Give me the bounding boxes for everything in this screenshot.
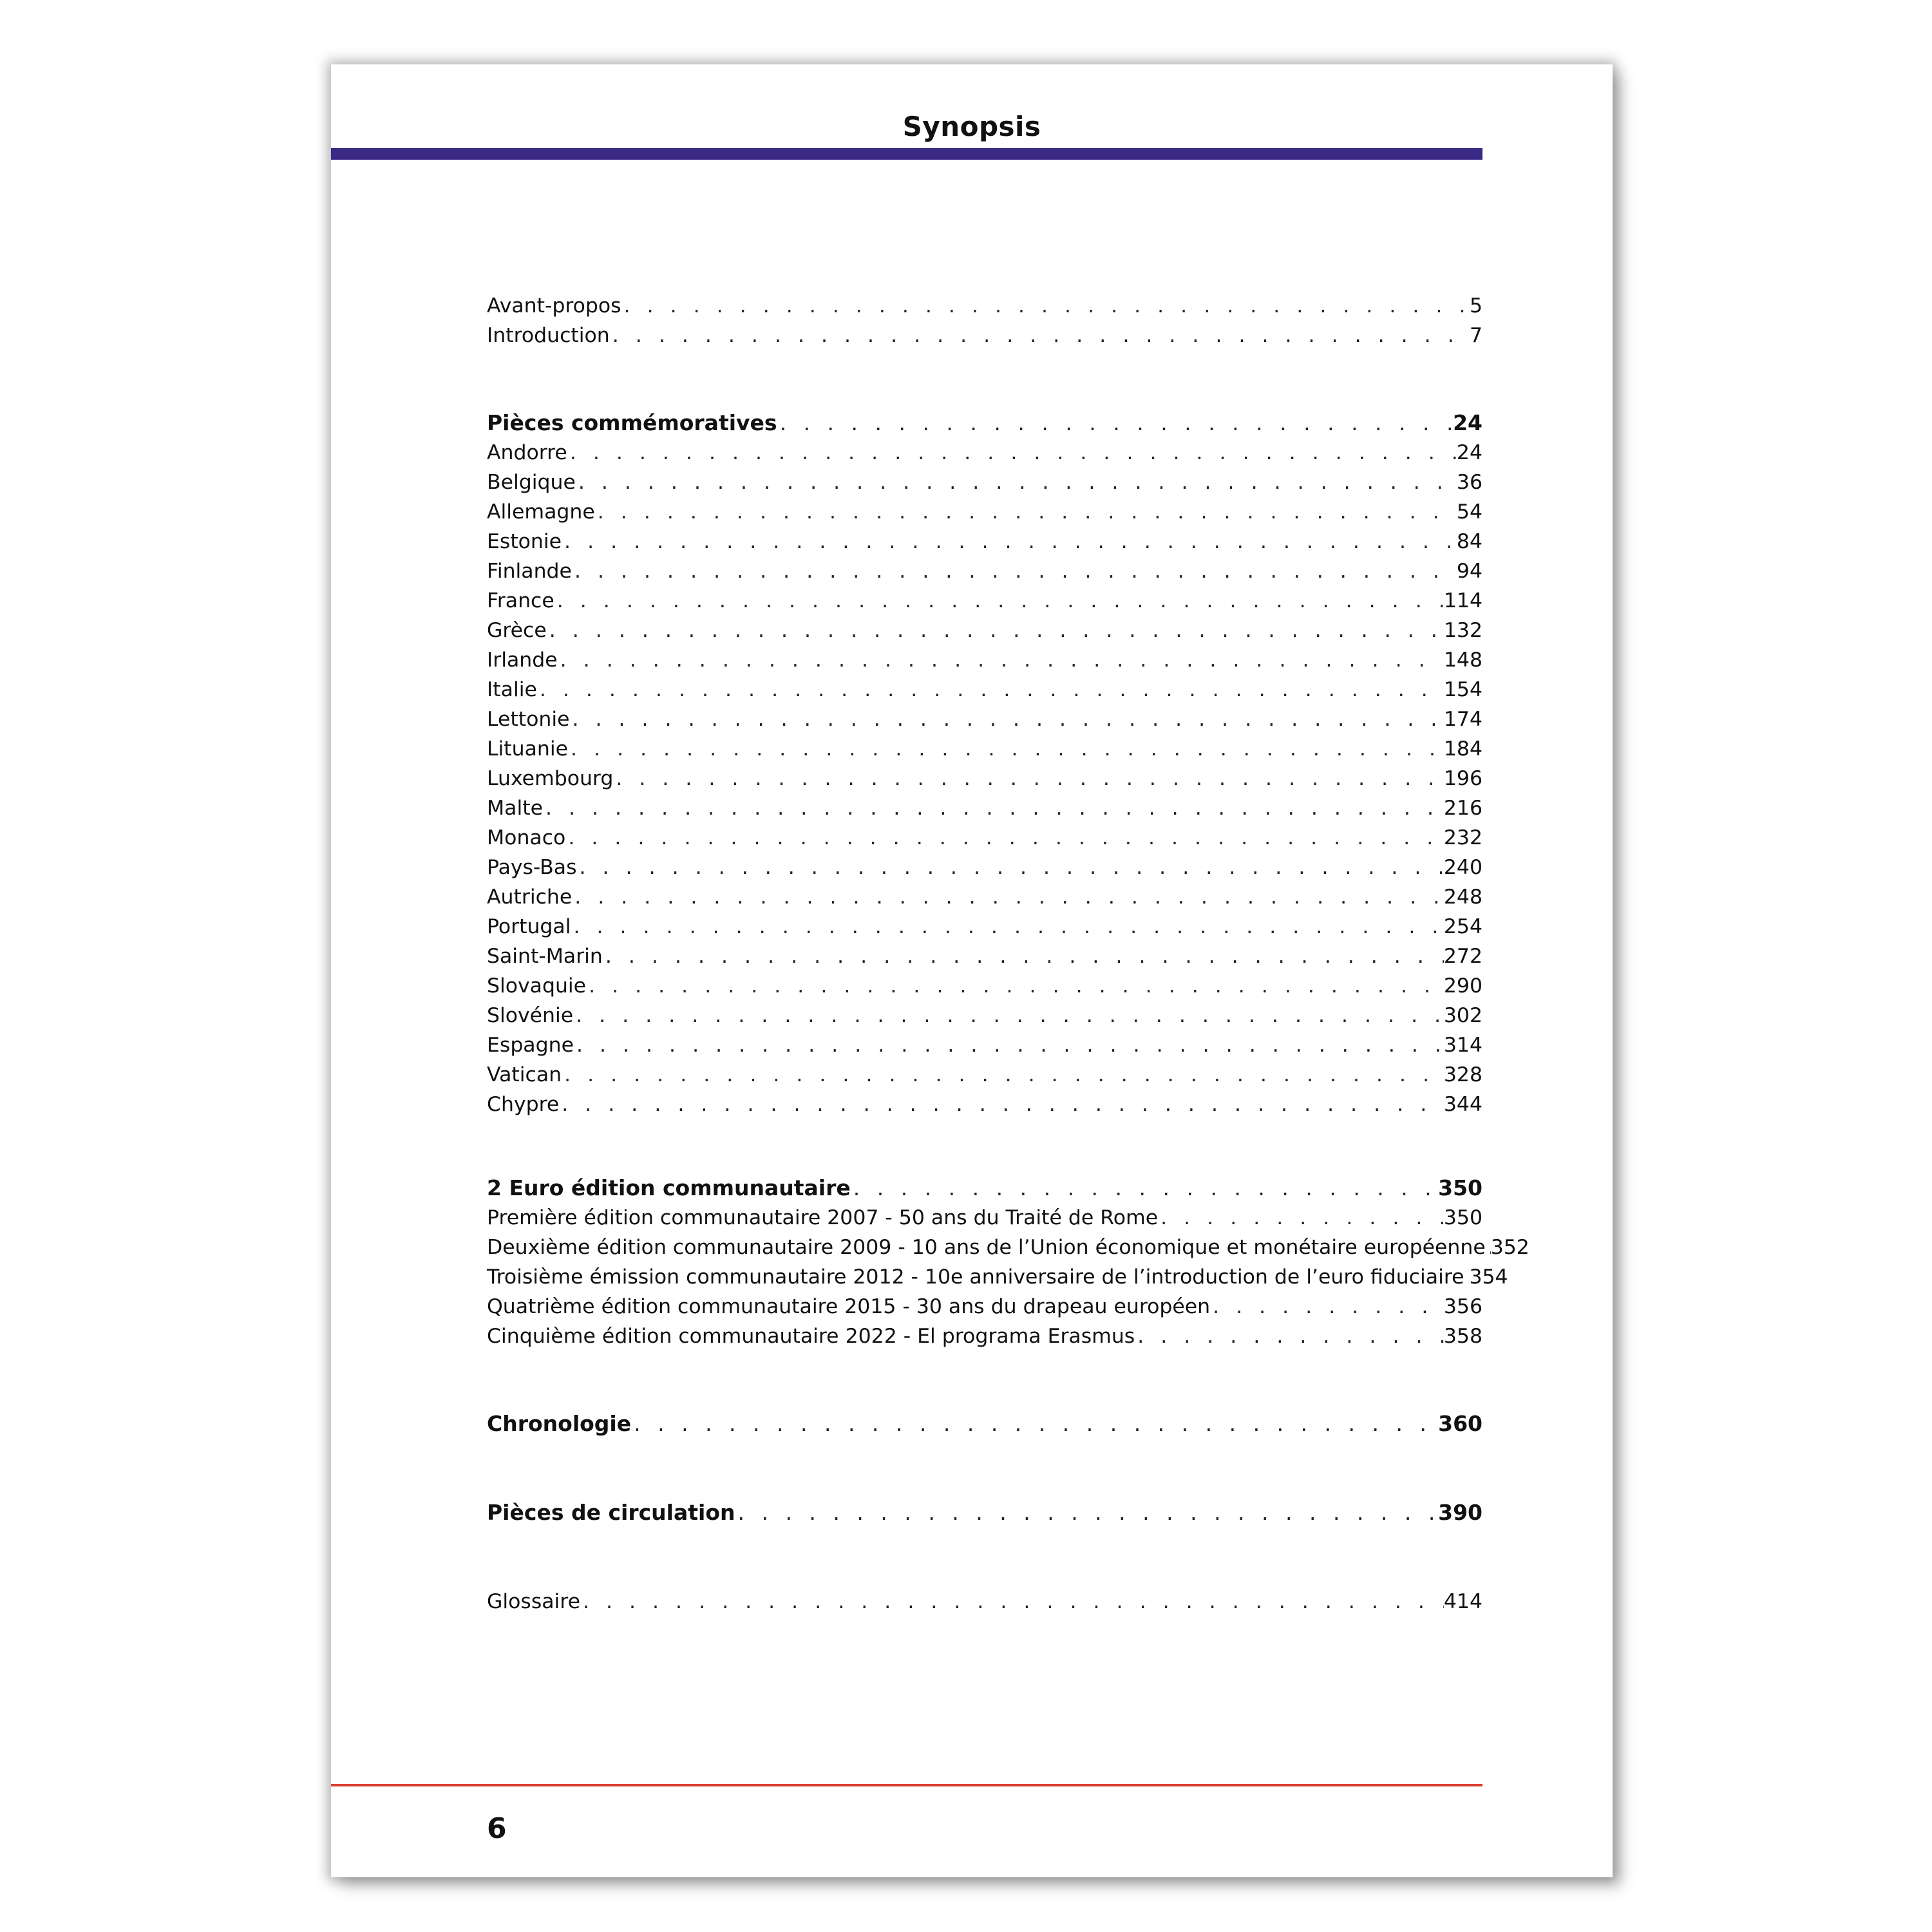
toc-entry [487, 971, 1482, 1001]
toc-entry-label: Introduction [487, 324, 610, 347]
toc-entry [487, 1203, 1482, 1233]
toc-entry-page: 5 [1469, 294, 1482, 317]
toc-entry-page: 328 [1443, 1063, 1482, 1086]
dot-leader [1158, 1203, 1444, 1233]
dot-leader [595, 497, 1457, 527]
toc-entry-label: 2 Euro édition communautaire [487, 1175, 851, 1200]
dot-leader [735, 1498, 1438, 1528]
toc-entry-label: Slovénie [487, 1004, 574, 1027]
footer-rule [331, 1784, 1482, 1786]
toc-entry-page: 54 [1456, 500, 1482, 524]
page-title: Synopsis [902, 111, 1041, 142]
toc-entry-page: 414 [1443, 1590, 1482, 1613]
toc-entry [487, 1292, 1482, 1321]
toc-entry [487, 734, 1482, 764]
toc-entry-label: Première édition communautaire 2007 - 50 ans du Traité de Rome [487, 1206, 1159, 1229]
toc-entry [487, 527, 1482, 556]
toc-entry-page: 216 [1443, 797, 1482, 820]
dot-leader [537, 675, 1444, 705]
toc-entry [487, 1090, 1482, 1119]
toc-entry-page: 84 [1456, 530, 1482, 553]
toc-entry [487, 912, 1482, 942]
dot-leader [631, 1409, 1438, 1439]
toc-entry-page: 272 [1443, 945, 1482, 968]
toc-section-heading [487, 1498, 1482, 1528]
dot-leader [777, 408, 1454, 438]
toc-section-heading [487, 1409, 1482, 1439]
toc-entry-label: Monaco [487, 826, 566, 849]
toc-entry-label: Saint-Marin [487, 945, 603, 968]
toc-section-heading [487, 408, 1482, 438]
dot-leader [1135, 1321, 1444, 1351]
toc-entry [487, 675, 1482, 705]
toc-entry-label: Italie [487, 678, 537, 701]
toc-entry-label: Cinquième édition communautaire 2022 - El programa Erasmus [487, 1325, 1135, 1348]
toc-entry-label: Quatrième édition communautaire 2015 - 30 ans du drapeau européen [487, 1295, 1211, 1318]
toc-entry-page: 148 [1443, 649, 1482, 672]
dot-leader [621, 291, 1470, 321]
toc-entry [487, 1321, 1482, 1351]
dot-leader [572, 882, 1444, 912]
toc-entry-label: Malte [487, 797, 543, 820]
dot-leader [573, 1001, 1444, 1030]
toc-entry-page: 356 [1443, 1295, 1482, 1318]
toc-entry-page: 358 [1443, 1325, 1482, 1348]
toc-entry-page: 248 [1443, 886, 1482, 909]
toc-entry-label: Glossaire [487, 1590, 580, 1613]
toc-entry [487, 1587, 1482, 1616]
dot-leader [565, 823, 1444, 853]
toc-entry-page: 174 [1443, 708, 1482, 731]
header-rule [331, 148, 1482, 160]
toc-section-heading [487, 1173, 1482, 1203]
dot-leader [567, 438, 1457, 468]
toc-entry-label: Autriche [487, 886, 573, 909]
toc-entry-label: Espagne [487, 1034, 574, 1057]
toc-entry-page: 350 [1438, 1175, 1482, 1200]
dot-leader [572, 556, 1457, 586]
toc-entry [487, 291, 1482, 321]
toc-entry-page: 36 [1456, 471, 1482, 494]
toc-entry-label: Lituanie [487, 737, 569, 761]
toc-entry [487, 438, 1482, 468]
toc-entry-page: 154 [1443, 678, 1482, 701]
toc-entry [487, 1060, 1482, 1090]
toc-entry-label: Chypre [487, 1093, 560, 1116]
toc-entry-label: Pays-Bas [487, 856, 577, 879]
toc-entry [487, 321, 1482, 350]
toc-entry [487, 705, 1482, 734]
toc-entry-page: 254 [1443, 915, 1482, 938]
toc-entry-label: Finlande [487, 560, 572, 583]
dot-leader [558, 645, 1444, 675]
toc-entry-page: 7 [1469, 324, 1482, 347]
toc-entry [487, 823, 1482, 853]
toc-entry [487, 468, 1482, 497]
dot-leader [568, 734, 1444, 764]
toc-entry-label: Vatican [487, 1063, 562, 1086]
dot-leader [571, 912, 1443, 942]
toc-entry-label: Belgique [487, 471, 576, 494]
dot-leader [610, 321, 1470, 350]
page-number: 6 [487, 1812, 507, 1845]
toc-entry-label: Avant-propos [487, 294, 621, 317]
toc-entry-page: 360 [1438, 1411, 1482, 1436]
toc-entry [487, 853, 1482, 882]
toc-entry-label: Deuxième édition communautaire 2009 - 10 ans de l’Union économique et monétaire européenne [487, 1236, 1486, 1259]
dot-leader [559, 1090, 1444, 1119]
toc-entry [487, 1262, 1508, 1292]
toc-entry-page: 196 [1443, 767, 1482, 790]
dot-leader [562, 1060, 1444, 1090]
toc-entry-label: Andorre [487, 441, 567, 464]
toc-entry-label: Luxembourg [487, 767, 614, 790]
toc-entry-page: 344 [1443, 1093, 1482, 1116]
dot-leader [569, 705, 1443, 734]
toc-entry-page: 314 [1443, 1034, 1482, 1057]
toc-entry [487, 616, 1482, 645]
toc-entry-page: 114 [1443, 589, 1482, 612]
toc-entry-label: France [487, 589, 554, 612]
toc-entry-page: 132 [1443, 619, 1482, 642]
toc-entry-label: Grèce [487, 619, 547, 642]
toc-entry [487, 764, 1482, 793]
toc-entry-page: 24 [1456, 441, 1482, 464]
toc-entry [487, 793, 1482, 823]
toc-entry-label: Slovaquie [487, 974, 587, 998]
toc-entry-page: 354 [1469, 1265, 1508, 1289]
toc-entry-label: Pièces de circulation [487, 1500, 735, 1525]
dot-leader [576, 468, 1457, 497]
toc-entry-label: Estonie [487, 530, 562, 553]
toc-entry-page: 240 [1443, 856, 1482, 879]
toc-entry-page: 352 [1490, 1236, 1530, 1259]
toc-entry-page: 24 [1453, 410, 1482, 435]
toc-entry [487, 1001, 1482, 1030]
toc-entry [487, 1030, 1482, 1060]
dot-leader [577, 853, 1444, 882]
dot-leader [603, 942, 1444, 971]
dot-leader [562, 527, 1457, 556]
toc-entry-label: Lettonie [487, 708, 570, 731]
toc-entry-label: Portugal [487, 915, 571, 938]
toc-entry [487, 1233, 1530, 1262]
dot-leader [1486, 1233, 1491, 1262]
dot-leader [554, 586, 1444, 616]
toc-entry [487, 586, 1482, 616]
toc-entry-page: 302 [1443, 1004, 1482, 1027]
toc-entry [487, 882, 1482, 912]
toc-entry-page: 390 [1438, 1500, 1482, 1525]
toc-entry-page: 232 [1443, 826, 1482, 849]
dot-leader [580, 1587, 1444, 1616]
toc-entry-page: 350 [1443, 1206, 1482, 1229]
dot-leader [1210, 1292, 1444, 1321]
dot-leader [851, 1173, 1438, 1203]
dot-leader [1464, 1262, 1469, 1292]
toc-entry-page: 290 [1443, 974, 1482, 998]
dot-leader [547, 616, 1444, 645]
dot-leader [613, 764, 1444, 793]
toc-entry-label: Troisième émission communautaire 2012 - 10e anniversaire de l’introduction de l’euro fiduciaire [487, 1265, 1464, 1289]
dot-leader [574, 1030, 1444, 1060]
dot-leader [586, 971, 1444, 1001]
toc-entry-page: 94 [1456, 560, 1482, 583]
document-page [331, 64, 1613, 1877]
toc-entry-label: Irlande [487, 649, 558, 672]
toc-entry [487, 556, 1482, 586]
toc-entry-label: Chronologie [487, 1411, 632, 1436]
toc-entry-page: 184 [1443, 737, 1482, 761]
toc-entry [487, 942, 1482, 971]
toc-entry [487, 497, 1482, 527]
toc-entry [487, 645, 1482, 675]
toc-entry-label: Pièces commémoratives [487, 410, 777, 435]
dot-leader [543, 793, 1444, 823]
toc-entry-label: Allemagne [487, 500, 595, 524]
